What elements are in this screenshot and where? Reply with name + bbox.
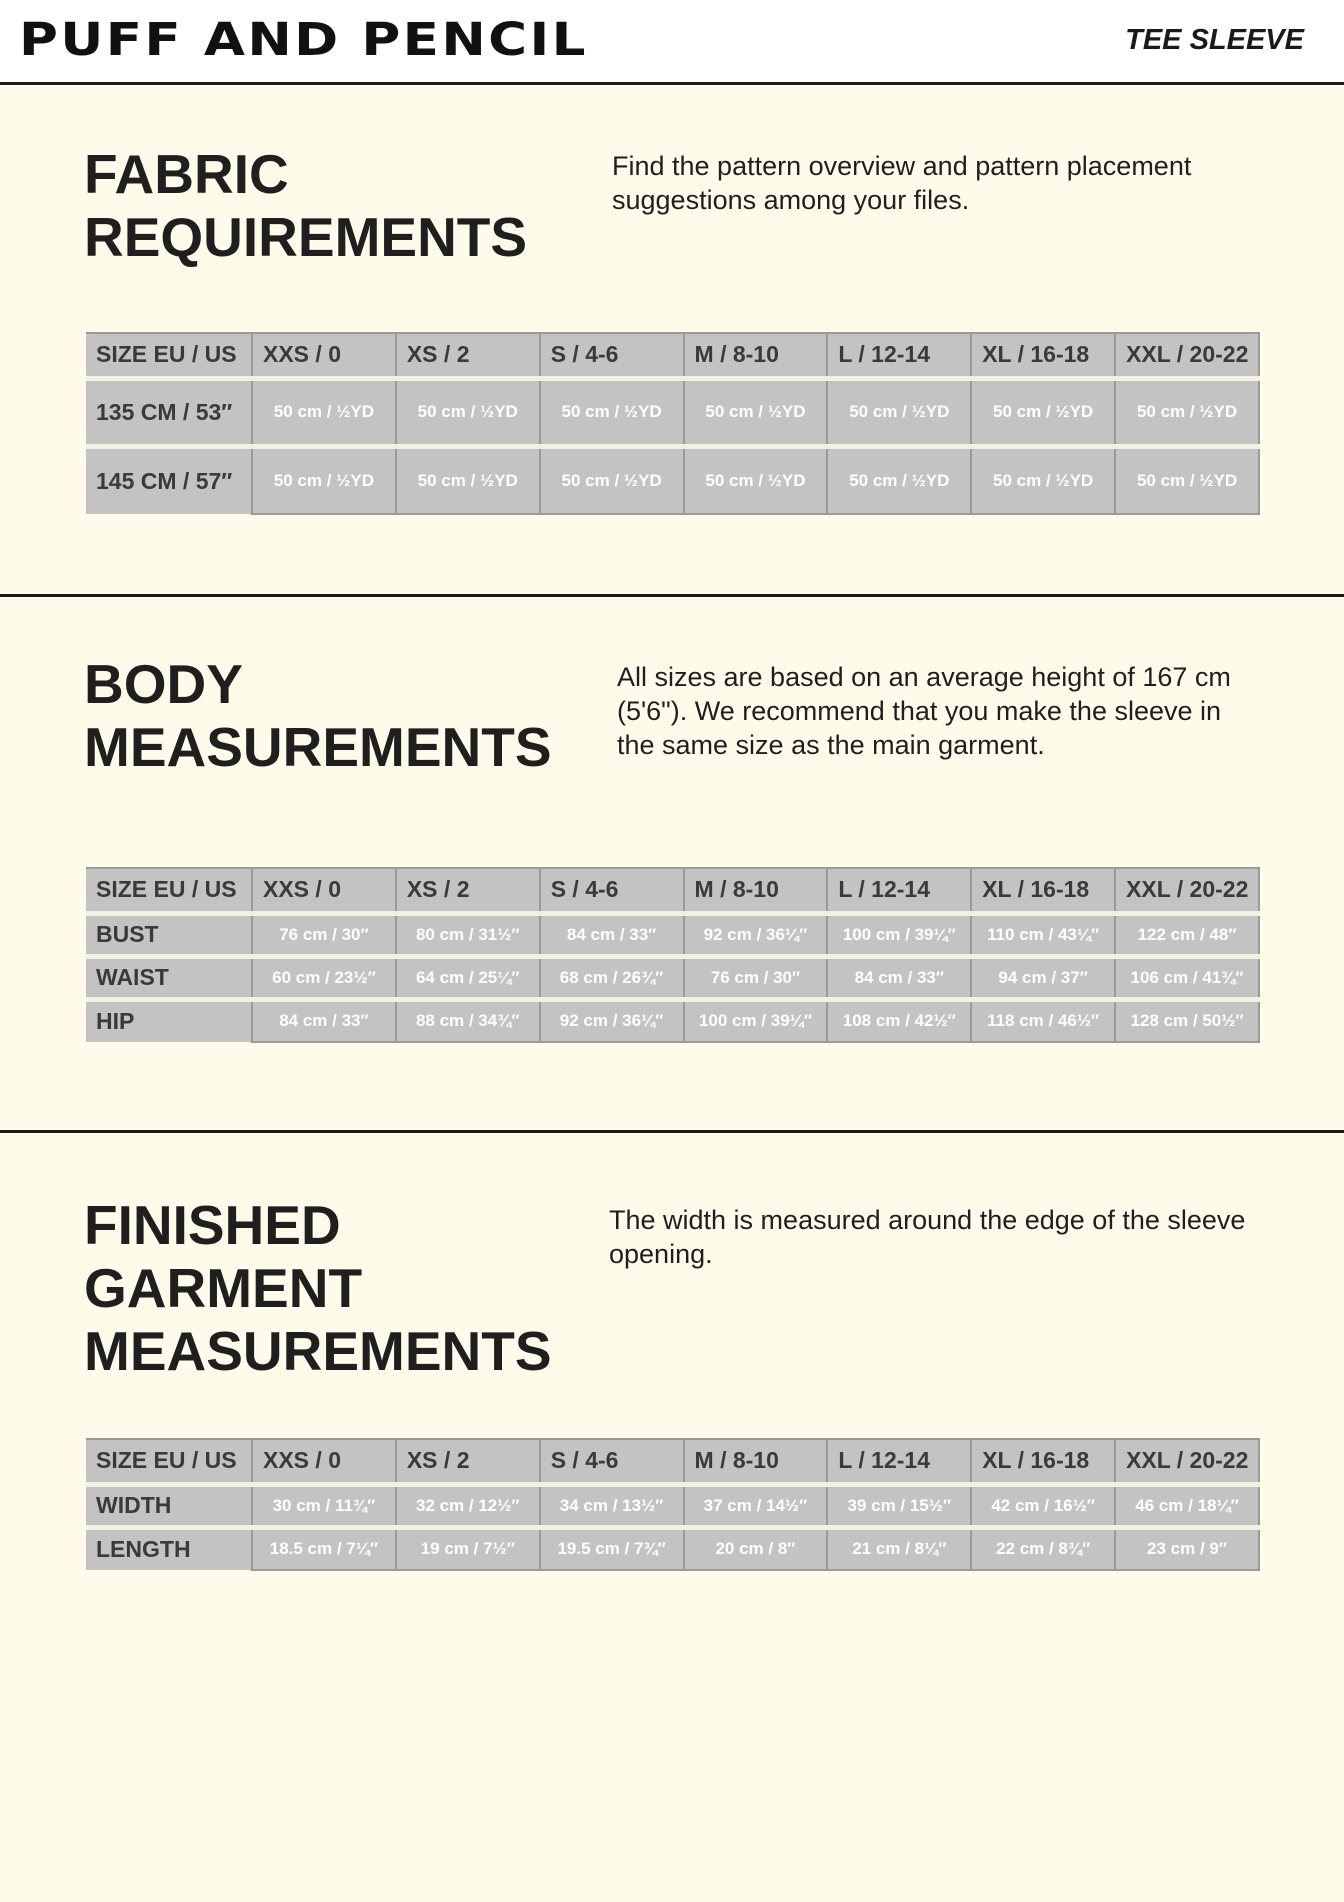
row-label: HIP [86,999,252,1042]
finished-garment-title [84,1194,552,1383]
column-header: XL / 16-18 [971,868,1115,913]
table-cell: 50 cm / ½YD [827,378,971,446]
table-cell: 100 cm / 39¼″ [684,999,828,1042]
table-cell: 50 cm / ½YD [971,446,1115,514]
table-cell: 50 cm / ½YD [1115,378,1259,446]
page-header [0,0,1344,85]
body-measurements-title [84,653,552,779]
column-header: SIZE EU / US [86,1439,252,1484]
table-cell: 84 cm / 33″ [540,913,684,956]
table-row [86,378,1259,446]
column-header: L / 12-14 [827,1439,971,1484]
table-row [86,1527,1259,1570]
table-cell: 50 cm / ½YD [252,446,396,514]
body-measurements-description: All sizes are based on an average height of 167 cm (5'6"). We recommend that you make the sleeve in the same size as the main garment. [617,662,1231,760]
table-cell: 64 cm / 25¼″ [396,956,540,999]
table-cell: 106 cm / 41¾″ [1115,956,1259,999]
finished-garment-description: The width is measured around the edge of the sleeve opening. [609,1205,1246,1269]
table-cell: 20 cm / 8″ [684,1527,828,1570]
table-cell: 50 cm / ½YD [396,378,540,446]
table-cell: 42 cm / 16½″ [971,1484,1115,1527]
column-header: XS / 2 [396,868,540,913]
row-label: 135 CM / 53″ [86,378,252,446]
table-header-row [86,1439,1259,1484]
column-header: XL / 16-18 [971,1439,1115,1484]
table-cell: 108 cm / 42½″ [827,999,971,1042]
table-cell: 80 cm / 31½″ [396,913,540,956]
column-header: XXS / 0 [252,868,396,913]
table-row [86,999,1259,1042]
table-cell: 50 cm / ½YD [540,446,684,514]
table-cell: 110 cm / 43¼″ [971,913,1115,956]
row-label: BUST [86,913,252,956]
table-cell: 128 cm / 50½″ [1115,999,1259,1042]
column-header: XXS / 0 [252,333,396,378]
column-header: XS / 2 [396,333,540,378]
table-cell: 88 cm / 34¾″ [396,999,540,1042]
title-line: FABRIC [84,143,289,205]
column-header: XXL / 20-22 [1115,333,1259,378]
table-cell: 50 cm / ½YD [971,378,1115,446]
table-cell: 50 cm / ½YD [684,378,828,446]
table-cell: 22 cm / 8¾″ [971,1527,1115,1570]
column-header: SIZE EU / US [86,868,252,913]
table-cell: 39 cm / 15½″ [827,1484,971,1527]
table-row [86,446,1259,514]
column-header: S / 4-6 [540,868,684,913]
row-label: 145 CM / 57″ [86,446,252,514]
table-cell: 19.5 cm / 7¾″ [540,1527,684,1570]
table-cell: 92 cm / 36¼″ [684,913,828,956]
table-cell: 76 cm / 30″ [684,956,828,999]
table-cell: 84 cm / 33″ [252,999,396,1042]
title-line: MEASUREMENTS [84,716,552,778]
table-header-row [86,333,1259,378]
table-cell: 100 cm / 39¼″ [827,913,971,956]
section-divider [0,1130,1344,1133]
fabric-requirements-title [84,143,527,269]
finished-garment-table [86,1438,1260,1571]
column-header: XXL / 20-22 [1115,1439,1259,1484]
table-cell: 122 cm / 48″ [1115,913,1259,956]
column-header: XXL / 20-22 [1115,868,1259,913]
table-cell: 60 cm / 23½″ [252,956,396,999]
table-cell: 46 cm / 18¼″ [1115,1484,1259,1527]
table-cell: 50 cm / ½YD [827,446,971,514]
body-measurements-table [86,867,1260,1043]
table-cell: 94 cm / 37″ [971,956,1115,999]
column-header: S / 4-6 [540,1439,684,1484]
fabric-requirements-description: Find the pattern overview and pattern placement suggestions among your files. [612,151,1192,215]
row-label: LENGTH [86,1527,252,1570]
row-label: WIDTH [86,1484,252,1527]
table-cell: 84 cm / 33″ [827,956,971,999]
column-header: M / 8-10 [684,1439,828,1484]
column-header: S / 4-6 [540,333,684,378]
title-line: REQUIREMENTS [84,206,528,268]
table-cell: 50 cm / ½YD [252,378,396,446]
table-cell: 21 cm / 8¼″ [827,1527,971,1570]
table-cell: 50 cm / ½YD [1115,446,1259,514]
column-header: M / 8-10 [684,868,828,913]
table-header-row [86,868,1259,913]
column-header: L / 12-14 [827,333,971,378]
column-header: SIZE EU / US [86,333,252,378]
column-header: XL / 16-18 [971,333,1115,378]
table-cell: 32 cm / 12½″ [396,1484,540,1527]
table-cell: 19 cm / 7½″ [396,1527,540,1570]
brand-logo: PUFF AND PENCIL [19,13,588,66]
table-cell: 76 cm / 30″ [252,913,396,956]
title-line: FINISHED [84,1194,341,1256]
table-cell: 50 cm / ½YD [540,378,684,446]
table-cell: 118 cm / 46½″ [971,999,1115,1042]
document-label: TEE SLEEVE [1125,24,1304,56]
table-cell: 23 cm / 9″ [1115,1527,1259,1570]
column-header: XS / 2 [396,1439,540,1484]
fabric-requirements-table [86,332,1260,515]
column-header: XXS / 0 [252,1439,396,1484]
table-cell: 30 cm / 11¾″ [252,1484,396,1527]
table-row [86,913,1259,956]
column-header: M / 8-10 [684,333,828,378]
table-cell: 50 cm / ½YD [684,446,828,514]
table-row [86,956,1259,999]
table-cell: 50 cm / ½YD [396,446,540,514]
title-line: BODY [84,653,243,715]
table-row [86,1484,1259,1527]
row-label: WAIST [86,956,252,999]
table-cell: 68 cm / 26¾″ [540,956,684,999]
title-line: GARMENT [84,1257,363,1319]
table-cell: 92 cm / 36¼″ [540,999,684,1042]
column-header: L / 12-14 [827,868,971,913]
table-cell: 18.5 cm / 7¼″ [252,1527,396,1570]
title-line: MEASUREMENTS [84,1320,552,1382]
table-cell: 37 cm / 14½″ [684,1484,828,1527]
table-cell: 34 cm / 13½″ [540,1484,684,1527]
section-divider [0,594,1344,597]
